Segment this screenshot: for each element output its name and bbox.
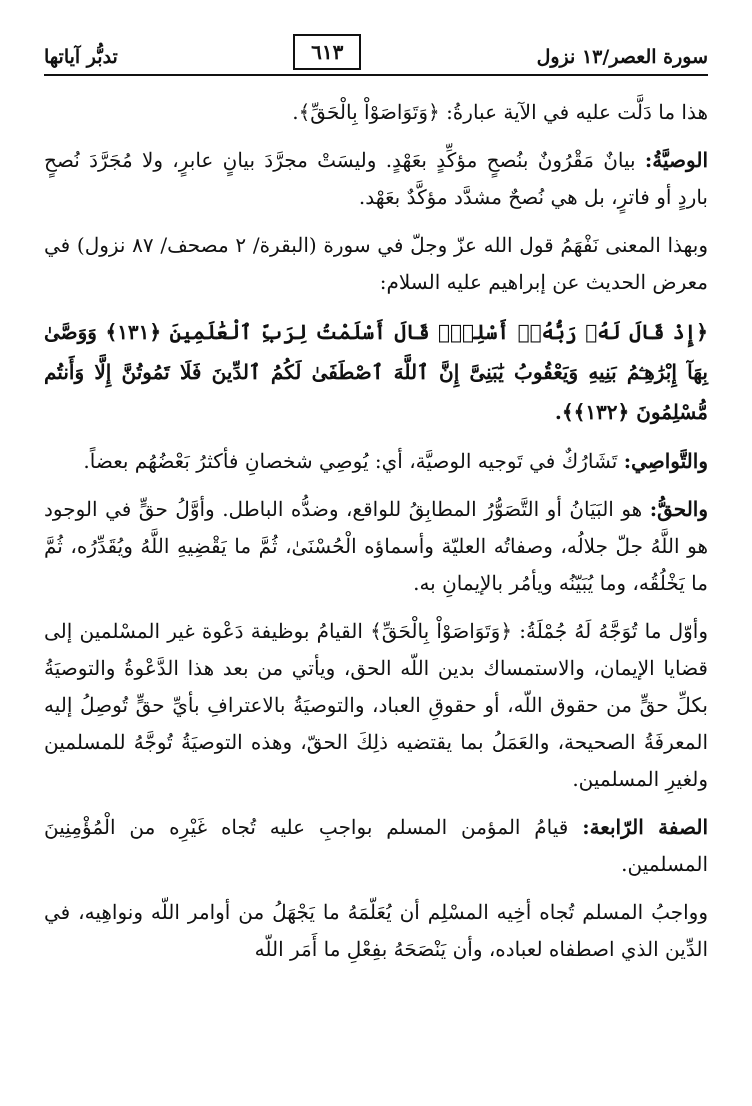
term-label: الوصيَّةُ: (644, 148, 708, 172)
paragraph: وبهذا المعنى نَفْهَمُ قول الله عزّ وجلّ في سورة (البقرة/ ٢ مصحف/ ٨٧ نزول) في معرض الحديث عن إبراهيم عليه السلام: (44, 233, 708, 294)
paragraph-definition-haqq: والحقُّ: هو البَيَانُ أو التَّصَوُّرُ المطابِقُ للواقع، وضدُّه الباطل. وأوَّلُ حقٍّ في الوجود هو اللَّهُ جلّ جلالُه، وصفاتُه العليّة وأسماؤه الْحُسْنَىٰ، ثُمَّ ما يَقْضِيهِ اللَّهُ ويُقَدِّرُه، ثُمَّ ما يَخْلُقُه، وما يُبَيّنُه ويأمُر بالإيمانِ به. (44, 497, 708, 595)
term-label: والحقُّ: (649, 497, 708, 521)
page (44, 28, 708, 1106)
paragraph-definition-wasiyya: الوصيَّةُ: بيانٌ مَقْرُونٌ بنُصحٍ مؤكِّدٍ بعَهْدٍ. وليسَتْ مجرَّدَ بيانٍ عابرٍ، ولا مُجَرَّدَ نُصحٍ باردٍ أو فاترٍ، بل هي نُصحٌ مشدَّد مؤكَّدٌ بعَهْد. (44, 148, 708, 209)
term-label: والتَّواصِي: (623, 449, 708, 473)
paragraph: وواجبُ المسلم تُجاه أخِيه المسْلِم أن يُعَلّمَهُ ما يَجْهَلُ من أوامر اللّه ونواهِيه، في الدِّين الذي اصطفاه لعباده، وأن يَنْصَحَهُ بفِعْلِ ما أَمَر اللّه (44, 900, 708, 961)
running-header (44, 28, 708, 76)
term-label: الصفة الرّابعة: (582, 815, 709, 839)
quran-quote: ﴿إِذْ قَالَ لَهُۥ رَبُّهُۥٓ أَسْلِمْۖ قَالَ أَسْلَمْتُ لِرَبِّ ٱلْعَٰلَمِينَ ﴿١٣١﴾ وَوَصَّىٰ بِهَآ إِبْرَٰهِـۧمُ بَنِيهِ وَيَعْقُوبُ يَٰبَنِىَّ إِنَّ ٱللَّهَ ٱصْطَفَىٰ لَكُمُ ٱلدِّينَ فَلَا تَمُوتُنَّ إِلَّا وَأَنتُم مُّسْلِمُونَ ﴿١٣٢﴾﴾. (44, 320, 708, 424)
page-number: ٦١٣ (293, 34, 361, 70)
paragraph: هذا ما دَلَّت عليه في الآية عبارةُ: ﴿وَتَوَاصَوْاْ بِالْحَقِّ﴾. (292, 100, 708, 124)
paragraph: وأوّل ما تُوَجَّهُ لَهُ جُمْلَةُ: ﴿وَتَوَاصَوْاْ بِالْحَقِّ﴾ القيامُ بوظيفة دَعْوة غير المسْلمين إلى قضايا الإيمان، والاستمساك بدين اللّه الحق، ويأتي من بعد هذا الدَّعْوةُ والتوصيَةُ بكلِّ حقٍّ من حقوق اللّه، أو حقوقِ العباد، والتوصيَةُ بالاعترافِ بأيِّ حقٍّ تُوصِلُ إليه المعرفَةُ الصحيحة، والعَمَلُ بما يقتضيه ذلِكَ الحقّ، وهذه التوصيَةُ تُوجَّهُ للمسلمين ولغيرِ المسلمين. (44, 619, 708, 791)
header-section: تدبُّر آياتها (44, 46, 118, 68)
page-body (44, 94, 708, 968)
paragraph-definition-tawasi: والتَّواصِي: تَشَارُكٌ في تَوجيه الوصيَّة، أي: يُوصِي شخصانِ فأكثرُ بَعْضُهُم بعضاً. (83, 449, 708, 473)
header-surah: سورة العصر/١٣ نزول (536, 46, 708, 68)
paragraph-fourth-attribute: الصفة الرّابعة: قيامُ المؤمن المسلم بواجبِ عليه تُجاه غَيْرِه من الْمُؤْمِنِينَ المسلمين. (44, 815, 709, 876)
